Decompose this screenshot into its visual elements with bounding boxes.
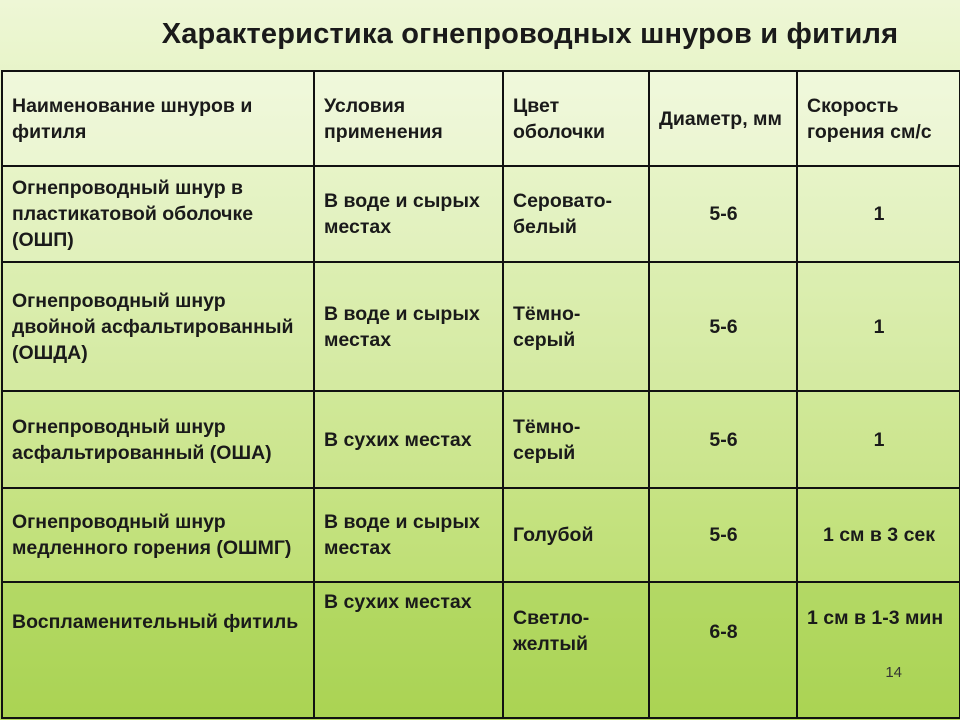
table-row — [2, 582, 960, 718]
table-row — [2, 488, 960, 582]
cell-color: Голубой — [503, 488, 649, 582]
slide-title: Характеристика огнепроводных шнуров и фитиля — [161, 18, 899, 50]
table-header-row — [2, 71, 960, 166]
cell-diameter: 5-6 — [649, 488, 797, 582]
cell-conditions: В воде и сырых местах — [314, 262, 503, 391]
cell-name: Огнепроводный шнур в пластикатовой оболочке (ОШП) — [2, 166, 314, 262]
cell-speed: 1 — [797, 262, 960, 391]
cell-diameter: 5-6 — [649, 262, 797, 391]
fuse-characteristics-table — [1, 70, 960, 719]
cell-speed: 1 — [797, 391, 960, 488]
cell-name: Огнепроводный шнур асфальтированный (ОША) — [2, 391, 314, 488]
cell-speed: 1 — [797, 166, 960, 262]
cell-name: Воспламенительный фитиль — [2, 582, 314, 718]
header-conditions: Условия применения — [314, 71, 503, 166]
cell-conditions: В сухих местах — [314, 582, 503, 718]
cell-conditions: В сухих местах — [314, 391, 503, 488]
cell-diameter: 6-8 — [649, 582, 797, 718]
cell-color: Тёмно-серый — [503, 391, 649, 488]
cell-name: Огнепроводный шнур медленного горения (ОШМГ) — [2, 488, 314, 582]
cell-color: Серовато-белый — [503, 166, 649, 262]
slide-number: 14 — [885, 664, 902, 681]
cell-conditions: В воде и сырых местах — [314, 488, 503, 582]
header-color: Цвет оболочки — [503, 71, 649, 166]
header-speed: Скорость горения см/с — [797, 71, 960, 166]
cell-diameter: 5-6 — [649, 391, 797, 488]
table-row — [2, 166, 960, 262]
cell-speed: 1 см в 1-3 мин — [797, 582, 960, 718]
header-name: Наименование шнуров и фитиля — [2, 71, 314, 166]
cell-name: Огнепроводный шнур двойной асфальтированный (ОШДА) — [2, 262, 314, 391]
header-diameter: Диаметр, мм — [649, 71, 797, 166]
table-row — [2, 391, 960, 488]
cell-diameter: 5-6 — [649, 166, 797, 262]
cell-color: Тёмно-серый — [503, 262, 649, 391]
table-row — [2, 262, 960, 391]
cell-conditions: В воде и сырых местах — [314, 166, 503, 262]
cell-color: Светло-желтый — [503, 582, 649, 718]
cell-speed: 1 см в 3 сек — [797, 488, 960, 582]
